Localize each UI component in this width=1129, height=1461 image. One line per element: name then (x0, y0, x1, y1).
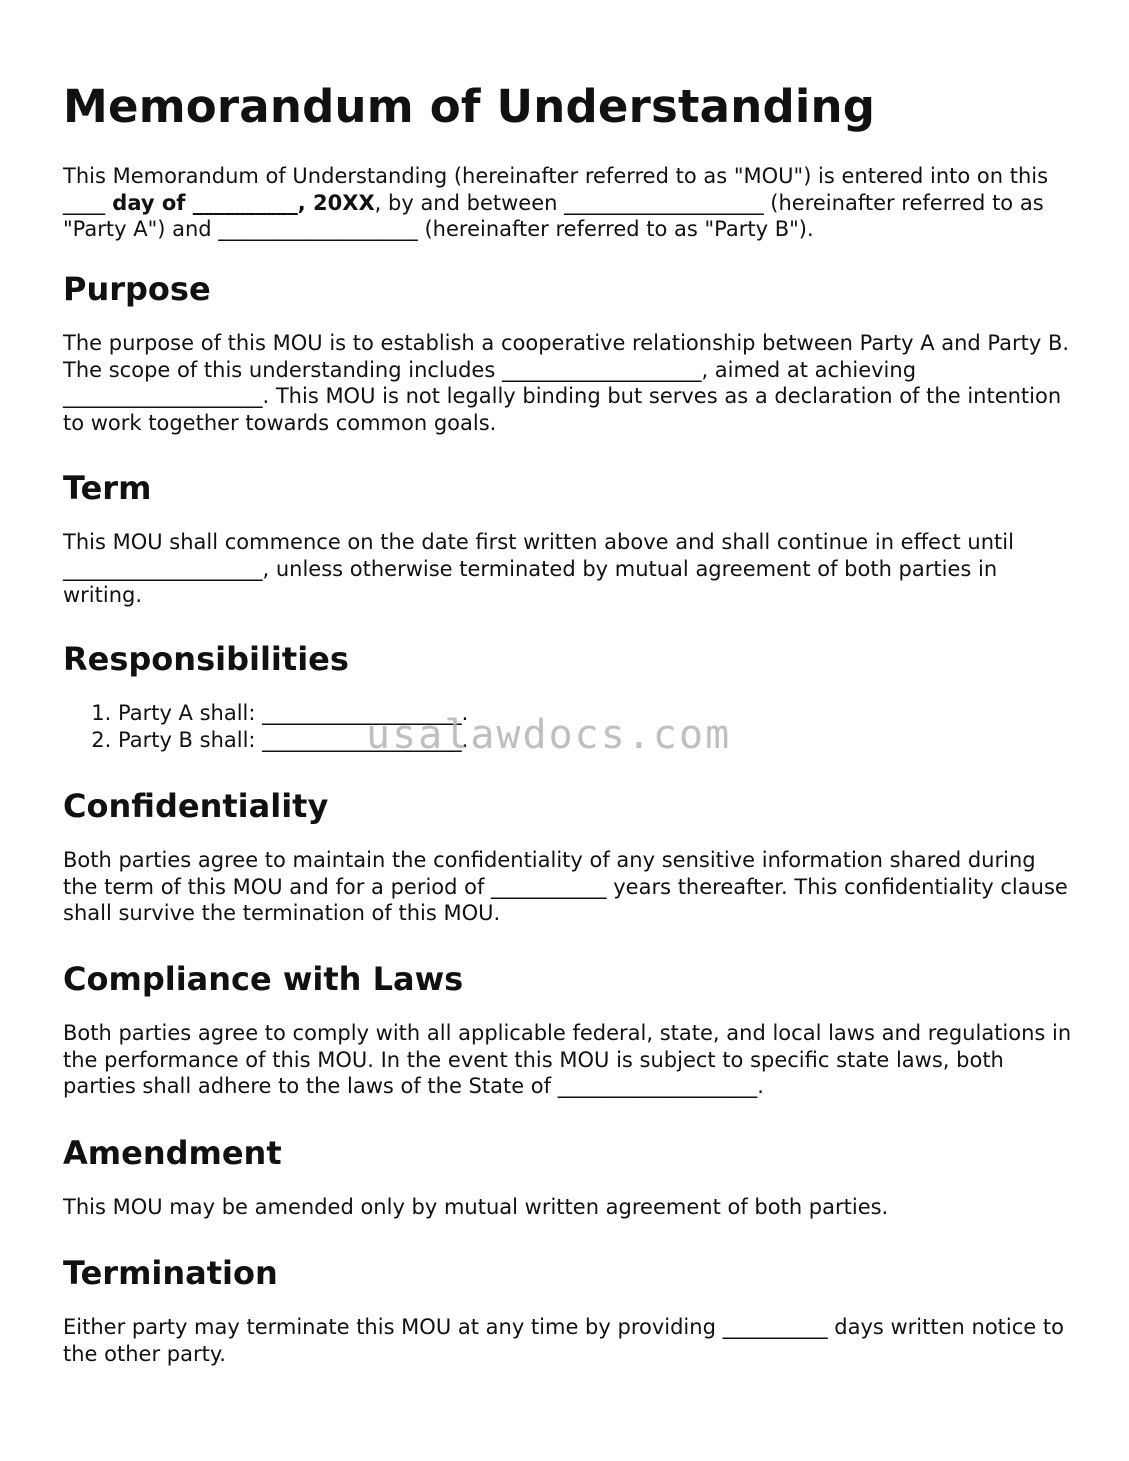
termination-section (63, 1254, 1073, 1367)
compliance-heading: Compliance with Laws (63, 960, 464, 998)
confidentiality-section (63, 787, 1073, 927)
list-item: 2. Party B shall: ___________________. (118, 727, 1073, 754)
compliance-body: Both parties agree to comply with all applicable federal, state, and local laws and regulations in the performance of this MOU. In the event this MOU is subject to specific state laws, both parties shall adhere to the laws of the State of ___________________. (63, 1021, 1072, 1098)
term-body: This MOU shall commence on the date first written above and shall continue in effect until ___________________, unless otherwise terminated by mutual agreement of both parties in writing. (63, 530, 1014, 607)
blank-day: ____ (63, 190, 105, 215)
list-item: 1. Party A shall: ___________________. (118, 700, 1073, 727)
responsibilities-list (63, 700, 1073, 753)
intro-section (63, 163, 1073, 243)
amendment-body: This MOU may be amended only by mutual written agreement of both parties. (63, 1195, 889, 1219)
blank-month: __________ (192, 190, 298, 215)
blank-party-b: ___________________ (218, 217, 418, 241)
document-title: Memorandum of Understanding (63, 80, 876, 133)
purpose-heading: Purpose (63, 270, 211, 308)
amendment-section (63, 1134, 1073, 1221)
compliance-section (63, 960, 1073, 1100)
purpose-section (63, 270, 1073, 436)
watermark: usalawdocs.com (366, 712, 732, 758)
termination-heading: Termination (63, 1254, 278, 1292)
purpose-body: The purpose of this MOU is to establish a cooperative relationship between Party A and Party B. The scope of this understanding includes ___________________, aimed at achieving ___________________. This MOU is not legally binding but serves as a declaration of the intention to work together towards common goals. (63, 331, 1070, 435)
confidentiality-body: Both parties agree to maintain the confidentiality of any sensitive information shared during the term of this MOU and for a period of ___________ years thereafter. This confidentiality clause shall survive the termination of this MOU. (63, 848, 1068, 925)
amendment-heading: Amendment (63, 1134, 282, 1172)
confidentiality-heading: Confidentiality (63, 787, 329, 825)
blank-party-a: ___________________ (564, 190, 764, 215)
responsibilities-heading: Responsibilities (63, 640, 349, 678)
term-section (63, 469, 1073, 609)
intro-paragraph: This Memorandum of Understanding (hereinafter referred to as "MOU") is entered into on this ____ day of __________, 20XX, by and between ___________________ (hereinafter referred to as "Party A") and ___________________ (hereinafter referred to as "Party B"). (63, 164, 1049, 241)
termination-body: Either party may terminate this MOU at any time by providing __________ days written notice to the other party. (63, 1315, 1064, 1366)
responsibilities-section (63, 640, 1073, 753)
term-heading: Term (63, 469, 152, 507)
